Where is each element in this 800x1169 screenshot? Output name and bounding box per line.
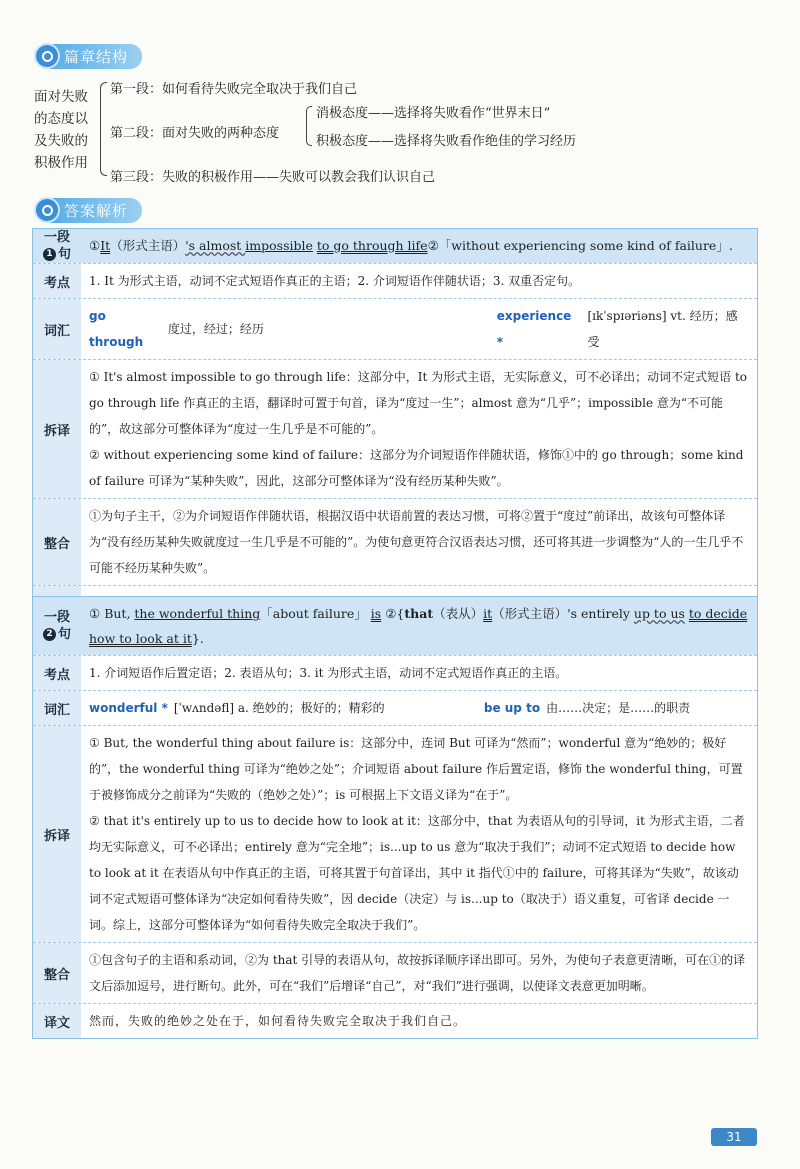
structure-para3: 第三段：失败的积极作用——失败可以教会我们认识自己	[110, 170, 436, 185]
sentence-text: ① But, the wonderful thing「about failure」 is ②{that（表从）it（形式主语）'s entirely up to us to decide how to look at it}.	[81, 597, 757, 655]
structure-para2-positive: 积极态度——选择将失败看作绝佳的学习经历	[316, 134, 577, 149]
zhenghe-row: 整合 ①包含句子的主语和系动词，②为 that 引导的表语从句，故按拆译顺序译出即可。另外，为使句子表意更清晰，可在①的译文后添加逗号，进行断句。此外，可在“我们”后增译“自己”，对“我们”进行强调，以使译文表意更加明晰。	[33, 942, 757, 1003]
structure-diagram	[34, 78, 774, 188]
page-number: 31	[711, 1128, 757, 1146]
structure-para2-negative: 消极态度——选择将失败看作“世界末日”	[316, 106, 551, 121]
analysis-table-2	[32, 596, 758, 1039]
magnifier-icon	[36, 45, 58, 67]
sentence-row	[33, 229, 757, 263]
chaiyi-row: 拆译 ① But, the wonderful thing about failure is：这部分中，连词 But 可译为“然而”；wonderful 意为“绝妙的；极好的”，the wonderful thing 可译为“绝妙之处”；介词短语 about failure 作后置定语，修饰 the wonderful thing，可置于被修饰成分之前译为“失败的（绝妙之处）”；is 可根据上下文语义译为“在于”。 ② that it's entirely up to us to decide how to look at it：这部分中，that 为表语从句的引导词，it 为形式主语，二者均无实际意义，可不必译出；entirely 意为“完全地”；is...up to us 意为“取决于我们”；动词不定式短语 to decide how to look at it 在表语从句中作真正的主语，可将其置于句首译出，其中 it 指代①中的 failure，可将其译为“失败”，故该动词不定式短语可整体译为“决定如何看待失败”，因 decide（决定）与 is...up to（取决于）语义重复，可省译 decide 一词。综上，这部分可整体译为“如何看待失败完全取决于我们”。	[33, 725, 757, 942]
magnifier-icon	[36, 199, 58, 221]
kaodian-row: 考点 1. 介词短语作后置定语；2. 表语从句；3. it 为形式主语，动词不定式短语作真正的主语。	[33, 655, 757, 690]
vocab-word: be up to	[483, 701, 541, 715]
number-badge: 2	[43, 628, 56, 641]
chaiyi-row: 拆译 ① It's almost impossible to go through life：这部分中，It 为形式主语，无实际意义，可不必译出；动词不定式短语 to go through life 作真正的主语，翻译时可置于句首，译为“度过一生”；almost 意为“几乎”；impossible 意为“不可能的”，故这部分可整体译为“度过一生几乎是不可能的”。 ② without experiencing some kind of failure：这部分为介词短语作伴随状语，修饰①中的 go through；some kind of failure 可译为“某种失败”，因此，这部分可整体译为“没有经历某种失败”。	[33, 359, 757, 498]
sentence-label: 一段 1 句	[33, 229, 81, 263]
yiwen-row: 译文 然而，失败的绝妙之处在于，如何看待失败完全取决于我们自己。	[33, 1003, 757, 1038]
kaodian-row: 考点 1. It 为形式主语，动词不定式短语作真正的主语；2. 介词短语作伴随状语；3. 双重否定句。	[33, 263, 757, 298]
section-title: 篇章结构	[50, 44, 142, 69]
zhenghe-row: 整合 ①为句子主干，②为介词短语作伴随状语，根据汉语中状语前置的表达习惯，可将②置于“度过”前译出，故该句可整体译为“没有经历某种失败就度过一生几乎是不可能的”。为使句意更符合汉语表达习惯，还可将其进一步调整为“人的一生几乎不可能不经历某种失败”。	[33, 498, 757, 585]
section-header-answer	[36, 198, 142, 222]
section-header-structure	[36, 44, 142, 68]
vocab-word: experience *	[496, 309, 572, 349]
structure-para2: 第二段：面对失败的两种态度	[110, 126, 280, 141]
sentence-label: 一段 2 句	[33, 597, 81, 655]
sub-brace	[306, 106, 312, 146]
vocab-word: go through	[89, 309, 144, 349]
structure-para1: 第一段：如何看待失败完全取决于我们自己	[110, 82, 358, 97]
vocab-word: wonderful *	[89, 701, 168, 715]
structure-topic: 面对失败 的态度以 及失败的 积极作用	[34, 89, 88, 171]
section-title: 答案解析	[50, 198, 142, 223]
vocab-row: 词汇 go through 度过，经过；经历 experience * [ɪkˈspɪəriəns] vt. 经历；感受	[33, 298, 757, 359]
vocab-row: 词汇 wonderful * [ˈwʌndəfl] a. 绝妙的；极好的；精彩的 be up to 由……决定；是……的职责	[33, 690, 757, 725]
analysis-table-1	[32, 228, 758, 621]
number-badge: 1	[43, 248, 56, 261]
sentence-row	[33, 597, 757, 655]
sentence-text: ①It（形式主语）'s almost impossible to go through life②「without experiencing some kind of failure」.	[81, 229, 757, 263]
main-brace	[100, 82, 107, 176]
